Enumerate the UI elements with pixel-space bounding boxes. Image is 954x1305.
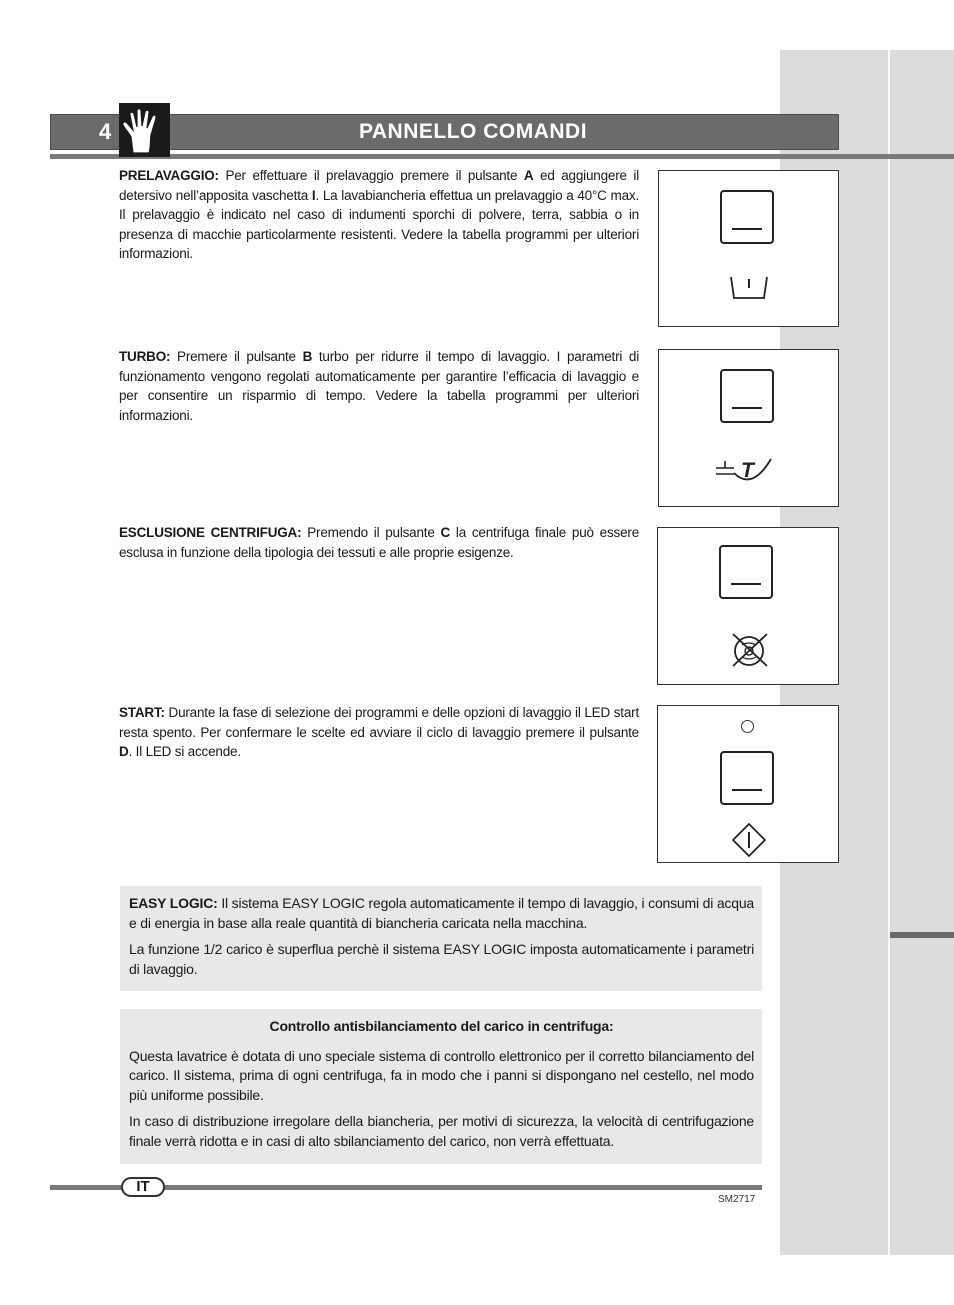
start-led-indicator (741, 720, 754, 733)
turbo-icon (714, 453, 776, 487)
page-title: PANNELLO COMANDI (358, 120, 588, 143)
language-badge: IT (121, 1177, 165, 1197)
side-tab-marker (890, 932, 954, 938)
prewash-panel (658, 170, 839, 327)
prewash-button[interactable] (720, 190, 774, 244)
turbo-label: TURBO: (119, 349, 171, 364)
start-panel (657, 705, 839, 863)
prewash-label: PRELAVAGGIO: (119, 168, 219, 183)
document-code: SM2717 (718, 1194, 756, 1205)
easy-logic-box (120, 886, 762, 991)
turbo-button[interactable] (720, 369, 774, 423)
svg-text:T: T (741, 459, 754, 482)
no-spin-paragraph: ESCLUSIONE CENTRIFUGA: Premendo il pulsante C la centrifuga finale può essere esclusa in funzione della tipologia dei tessuti e alle proprie esigenze. (119, 525, 640, 560)
start-button[interactable] (720, 751, 774, 805)
start-icon (730, 822, 768, 858)
balance-control-box (120, 1009, 762, 1164)
no-spin-icon (730, 631, 770, 669)
header-rule (50, 154, 954, 159)
prewash-paragraph: PRELAVAGGIO: Per effettuare il prelavaggio premere il pulsante A ed aggiungere il detersivo nell’apposita vaschetta I. La lavabiancheria effettua un prelavaggio a 40°C max. Il prelavaggio è indicato nel caso di indumenti sporchi di polvere, terra, sabbia o in presenza di macchie particolarmente resistenti. Vedere la tabella programmi per ulteriori informazioni. (119, 168, 639, 261)
easy-logic-text: EASY LOGIC: Il sistema EASY LOGIC regola automaticamente il tempo di lavaggio, i consumi di acqua e di energia in base alla reale quantità di biancheria caricata nella macchina. (129, 895, 754, 931)
start-label: START: (119, 705, 165, 720)
prewash-icon (727, 274, 771, 304)
balance-control-title: Controllo antisbilanciamento del carico in centrifuga: (269, 1018, 614, 1034)
side-divider (888, 50, 890, 1255)
balance-control-text-2: In caso di distribuzione irregolare della biancheria, per motivi di sicurezza, la velocità di centrifugazione finale verrà ridotta e in casi di alto sbilanciamento del carico, non verrà effettuata. (129, 1113, 754, 1149)
hand-icon (119, 103, 170, 157)
no-spin-panel (657, 527, 839, 685)
page-number: 4 (99, 119, 112, 144)
turbo-paragraph: TURBO: Premere il pulsante B turbo per ridurre il tempo di lavaggio. I parametri di funzionamento vengono regolati automaticamente per garantire l’efficacia di lavaggio e per consentire un risparmio di tempo. Vedere la tabella programmi per ulteriori informazioni. (119, 349, 639, 423)
easy-logic-label: EASY LOGIC: (129, 895, 218, 911)
easy-logic-text-2: La funzione 1/2 carico è superflua perchè il sistema EASY LOGIC imposta automaticamente i parametri di lavaggio. (129, 941, 754, 977)
no-spin-label: ESCLUSIONE CENTRIFUGA: (119, 525, 302, 540)
start-paragraph: START: Durante la fase di selezione dei programmi e delle opzioni di lavaggio il LED start resta spento. Per confermare le scelte ed avviare il ciclo di lavaggio premere il pulsante D. Il LED si accende. (119, 705, 639, 759)
turbo-panel (658, 349, 839, 507)
no-spin-button[interactable] (719, 545, 773, 599)
balance-control-text-1: Questa lavatrice è dotata di uno speciale sistema di controllo elettronico per il corretto bilanciamento del carico. Il sistema, prima di ogni centrifuga, fa in modo che i panni si dispongano nel cestello, nel modo più uniforme possibile. (129, 1047, 754, 1103)
